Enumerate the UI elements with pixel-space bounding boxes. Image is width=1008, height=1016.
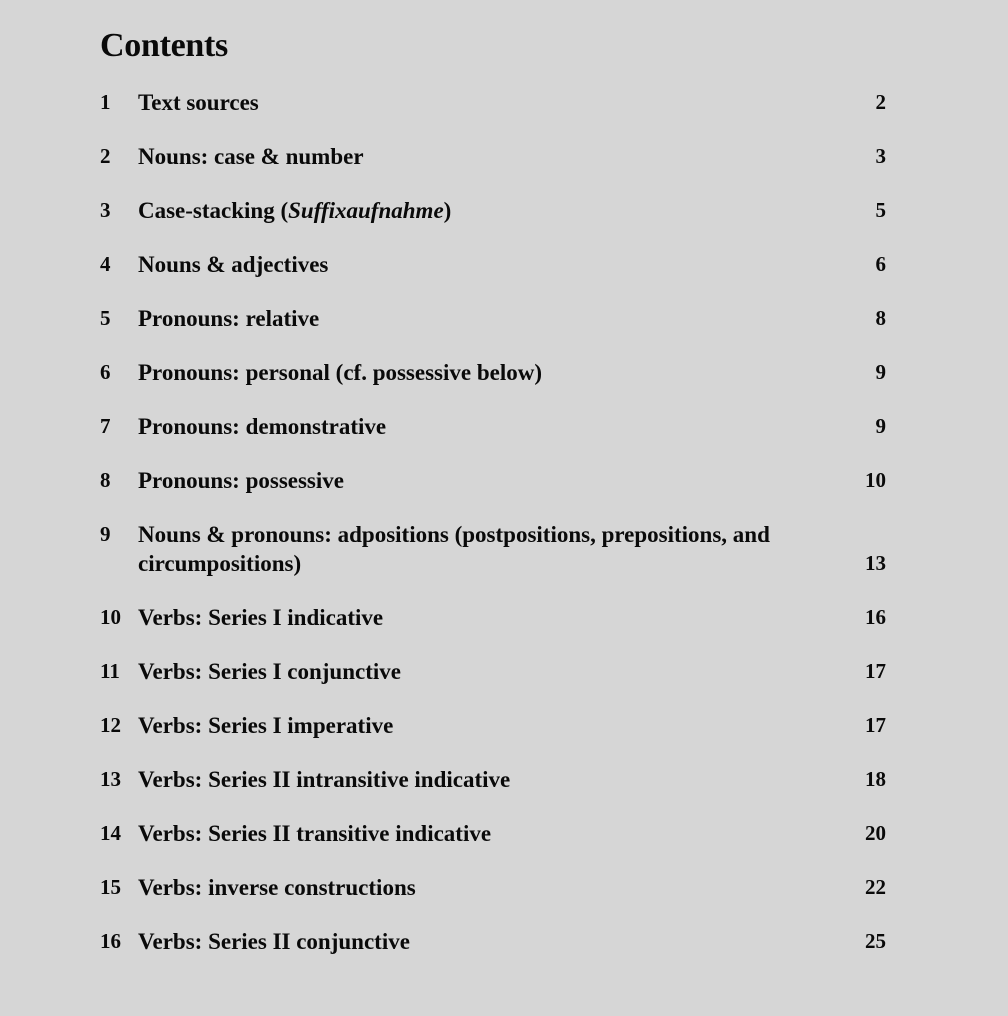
page-number[interactable]: 17 — [865, 713, 886, 737]
toc-entry[interactable] — [100, 603, 886, 632]
section-number: 11 — [100, 659, 120, 683]
section-number: 3 — [100, 198, 111, 222]
section-title[interactable]: Pronouns: demonstrative — [138, 414, 387, 439]
toc-entry[interactable] — [100, 250, 886, 279]
toc-list — [100, 88, 886, 956]
page-number[interactable]: 22 — [865, 875, 886, 899]
toc-entry[interactable] — [100, 765, 886, 794]
page-number[interactable]: 18 — [865, 767, 886, 791]
toc-entry[interactable] — [100, 412, 886, 441]
section-title[interactable]: Nouns & pronouns: adpositions (postpositions, prepositions, and circumpositions) — [138, 522, 770, 576]
toc-entry[interactable] — [100, 711, 886, 740]
toc-entry[interactable] — [100, 142, 886, 171]
section-title[interactable]: Nouns & adjectives — [138, 252, 329, 277]
section-title[interactable]: Pronouns: relative — [138, 306, 320, 331]
section-number: 14 — [100, 821, 121, 845]
page-number[interactable]: 2 — [875, 90, 886, 114]
page-number[interactable]: 9 — [875, 414, 886, 438]
toc-entry[interactable] — [100, 196, 886, 225]
section-title[interactable]: Verbs: Series II transitive indicative — [138, 821, 492, 846]
section-number: 10 — [100, 605, 121, 629]
section-number: 13 — [100, 767, 121, 791]
section-title[interactable]: Text sources — [138, 90, 259, 115]
section-number: 9 — [100, 522, 111, 546]
toc-entry[interactable] — [100, 873, 886, 902]
toc-entry[interactable] — [100, 304, 886, 333]
section-number: 7 — [100, 414, 111, 438]
page-number[interactable]: 13 — [865, 551, 886, 575]
page-number[interactable]: 17 — [865, 659, 886, 683]
page-number[interactable]: 5 — [875, 198, 886, 222]
title-prefix: Case-stacking ( — [138, 198, 289, 223]
page-number[interactable]: 9 — [875, 360, 886, 384]
toc-entry[interactable] — [100, 88, 886, 117]
toc-entry[interactable] — [100, 927, 886, 956]
section-title[interactable]: Nouns: case & number — [138, 144, 364, 169]
toc-entry[interactable] — [100, 520, 886, 578]
section-number: 16 — [100, 929, 121, 953]
title-italic: Suffixaufnahme — [288, 198, 444, 223]
contents-page — [100, 26, 886, 981]
section-title[interactable]: Verbs: Series I indicative — [138, 605, 384, 630]
section-number: 15 — [100, 875, 121, 899]
contents-heading: Contents — [100, 27, 228, 64]
section-title[interactable]: Verbs: Series II conjunctive — [138, 929, 410, 954]
section-title[interactable]: Verbs: Series I conjunctive — [138, 659, 401, 684]
section-number: 12 — [100, 713, 121, 737]
section-title[interactable]: Verbs: inverse constructions — [138, 875, 416, 900]
section-title[interactable]: Verbs: Series I imperative — [138, 713, 394, 738]
section-title[interactable] — [138, 196, 846, 225]
section-number: 1 — [100, 90, 111, 114]
section-number: 6 — [100, 360, 111, 384]
page-number[interactable]: 25 — [865, 929, 886, 953]
section-title[interactable]: Pronouns: possessive — [138, 468, 344, 493]
section-number: 8 — [100, 468, 111, 492]
page-number[interactable]: 10 — [865, 468, 886, 492]
page-number[interactable]: 8 — [875, 306, 886, 330]
page-number[interactable]: 3 — [875, 144, 886, 168]
toc-entry[interactable] — [100, 358, 886, 387]
page-number[interactable]: 6 — [875, 252, 886, 276]
toc-entry[interactable] — [100, 657, 886, 686]
section-number: 5 — [100, 306, 111, 330]
toc-entry[interactable] — [100, 819, 886, 848]
section-number: 4 — [100, 252, 111, 276]
page-number[interactable]: 16 — [865, 605, 886, 629]
page-number[interactable]: 20 — [865, 821, 886, 845]
title-suffix: ) — [443, 198, 452, 223]
toc-entry[interactable] — [100, 466, 886, 495]
section-title[interactable]: Verbs: Series II intransitive indicative — [138, 767, 511, 792]
section-number: 2 — [100, 144, 111, 168]
section-title[interactable]: Pronouns: personal (cf. possessive below) — [138, 360, 543, 385]
